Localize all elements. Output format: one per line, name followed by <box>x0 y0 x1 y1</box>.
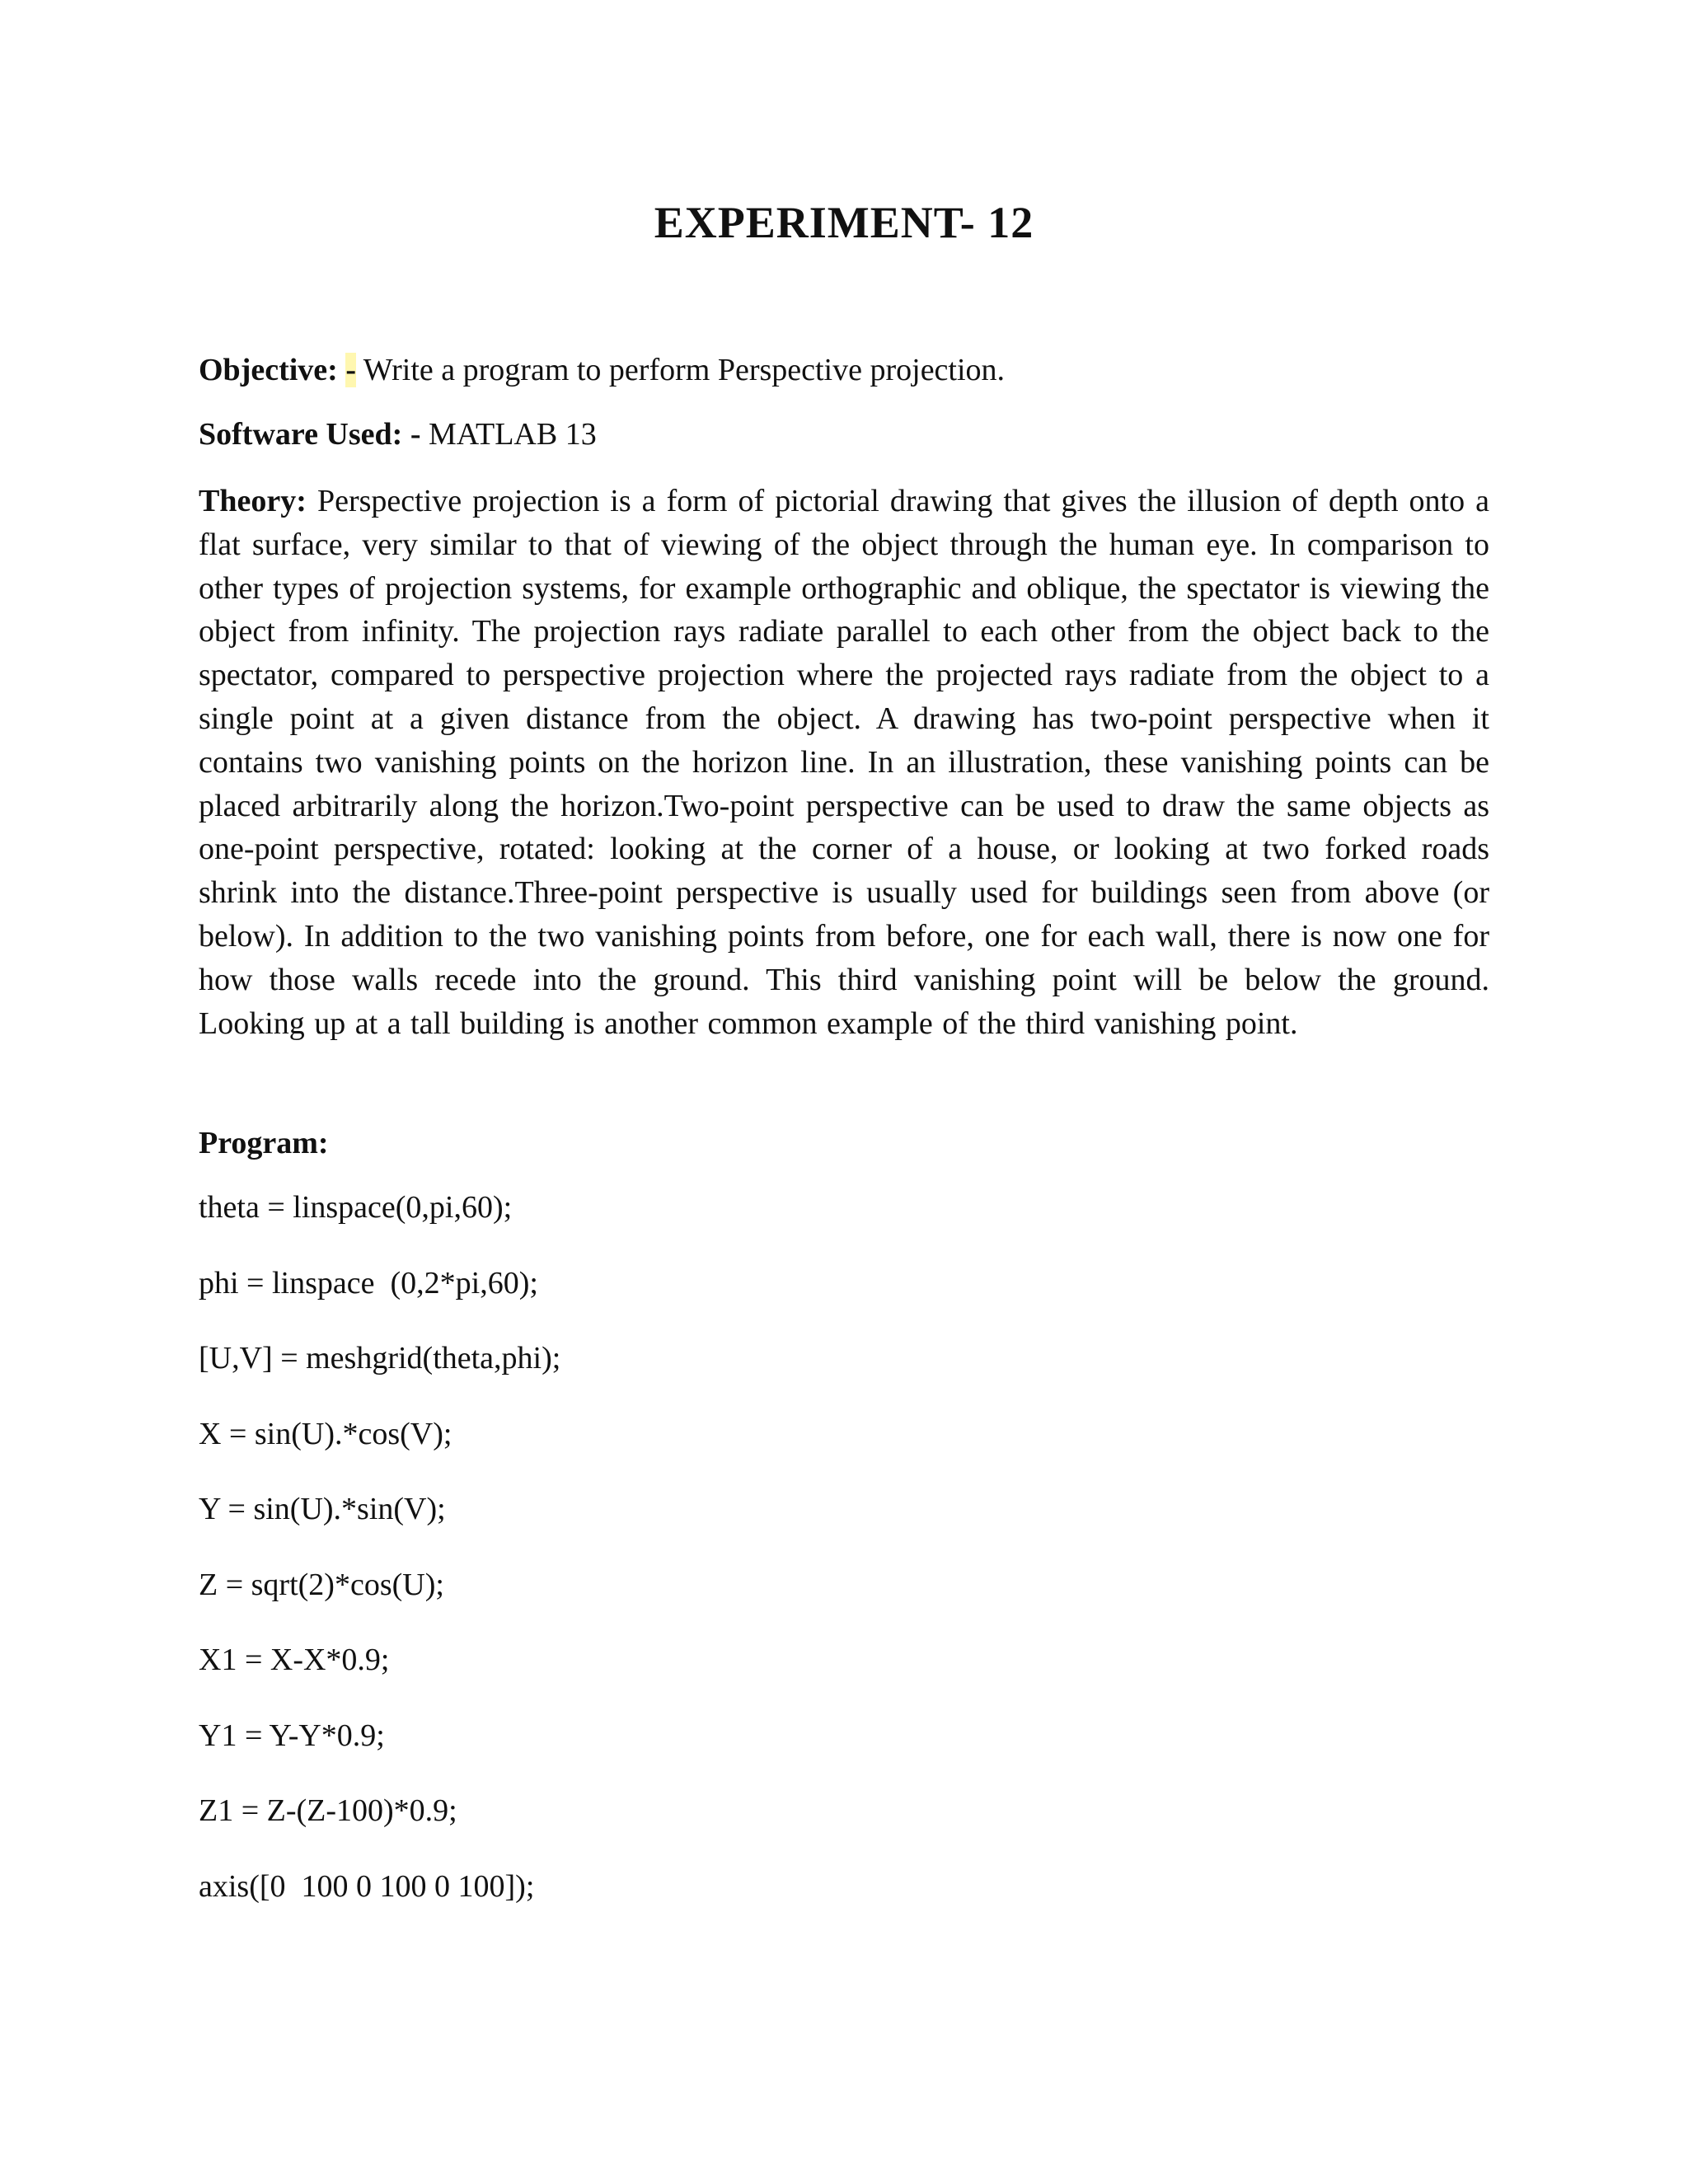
software-label: Software Used: <box>199 417 403 452</box>
code-line: Y1 = Y-Y*0.9; <box>199 1718 385 1753</box>
software-line <box>199 415 597 454</box>
objective-text: Write a program to perform Perspective projection. <box>363 353 1006 387</box>
program-code <box>199 1188 560 1942</box>
code-line: phi = linspace (0,2*pi,60); <box>199 1265 538 1301</box>
code-line: theta = linspace(0,pi,60); <box>199 1190 513 1225</box>
software-separator: - <box>410 417 421 452</box>
page-title: EXPERIMENT- 12 <box>654 198 1034 247</box>
code-line: [U,V] = meshgrid(theta,phi); <box>199 1341 561 1376</box>
program-heading: Program: <box>199 1126 329 1160</box>
objective-label: Objective: <box>199 353 338 387</box>
code-line: Z = sqrt(2)*cos(U); <box>199 1567 444 1602</box>
code-line: Z1 = Z-(Z-100)*0.9; <box>199 1793 457 1828</box>
software-text: MATLAB 13 <box>428 417 597 452</box>
theory-paragraph <box>199 480 1489 1045</box>
theory-text: Perspective projection is a form of pictorial drawing that gives the illusion of depth onto a flat surface, very similar to that of viewing of the object through the human eye. In comparison to other types of projection systems, for example orthographic and oblique, the spectator is viewing the object from infinity. The projection rays radiate parallel to each other from the object back to the spectator, compared to perspective projection where the projected rays radiate from the object to a single point at a given distance from the object. A drawing has two-point perspective when it contains two vanishing points on the horizon line. In an illustration, these vanishing points can be placed arbitrarily along the horizon.Two-point perspective can be used to draw the same objects as one-point perspective, rotated: looking at the corner of a house, or looking at two forked roads shrink into the distance.Three-point perspective is usually used for buildings seen from above (or below). In addition to the two vanishing points from before, one for each wall, there is now one for how those walls recede into the ground. This third vanishing point will be below the ground. Looking up at a tall building is another common example of the third vanishing point. <box>199 484 1489 1041</box>
objective-separator: - <box>345 353 356 387</box>
theory-label: Theory: <box>199 484 307 518</box>
code-line: Y = sin(U).*sin(V); <box>199 1492 446 1526</box>
code-line: X = sin(U).*cos(V); <box>199 1416 452 1451</box>
objective-line <box>199 350 1005 390</box>
code-line: X1 = X-X*0.9; <box>199 1643 390 1677</box>
code-line: axis([0 100 0 100 0 100]); <box>199 1868 535 1904</box>
